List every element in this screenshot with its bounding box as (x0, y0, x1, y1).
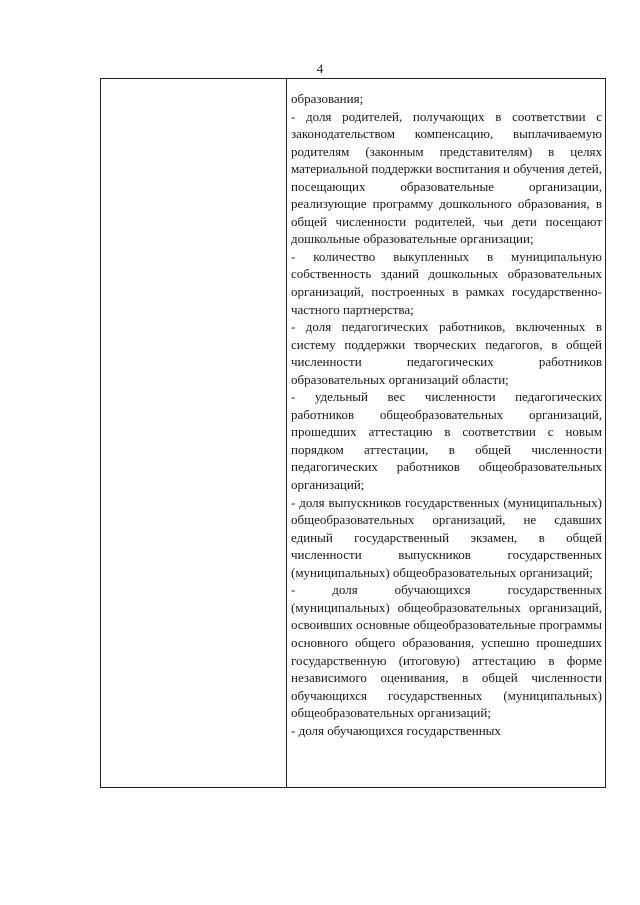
column-divider (286, 79, 287, 787)
document-table (100, 78, 606, 788)
paragraph-students-cutoff: - доля обучающихся государственных (291, 722, 501, 738)
paragraph-continuation: образования; (291, 91, 364, 106)
paragraph-purchased-buildings: - количество выкупленных в муниципальную собственность зданий дошкольных образовательных организаций, построенных в рамках государственно-частного партнерства; (291, 248, 602, 317)
paragraph-students-passed-attestation: - доля обучающихся государственных (муниципальных) общеобразовательных организаций, освоивших основные общеобразовательные программы основного общего образования, успешно прошедших государственную (итоговую) аттестацию в форме независимого оценивания, в общей численности обучающихся государственных (муниципальных) общеобразовательных организаций; (291, 582, 602, 721)
table-right-cell (291, 90, 602, 739)
page-number: 4 (316, 61, 324, 76)
paragraph-creative-teachers: - доля педагогических работников, включенных в систему поддержки творческих педагогов, в общей численности педагогических работников образовательных организаций области; (291, 319, 602, 387)
paragraph-graduates-failed-exam: - доля выпускников государственных (муниципальных) общеобразовательных организаций, не сдавших единый государственный экзамен, в общей численности выпускников государственных (муниципальных) общеобразовательных организаций; (291, 494, 602, 580)
paragraph-parent-compensation: - доля родителей, получающих в соответствии с законодательством компенсацию, выплачиваемую родителям (законным представителям) в целях материальной поддержки воспитания и обучения детей, посещающих образовательные организации, реализующие программу дошкольного образования, в общей численности родителей, чьи дети посещают дошкольные образовательные организации; (291, 108, 602, 247)
table-left-cell (101, 79, 286, 787)
paragraph-certified-teachers: - удельный вес численности педагогических работников общеобразовательных организаций, прошедших аттестацию в соответствии с новым порядком аттестации, в общей численности педагогических работников общеобразовательных организаций; (291, 389, 602, 493)
